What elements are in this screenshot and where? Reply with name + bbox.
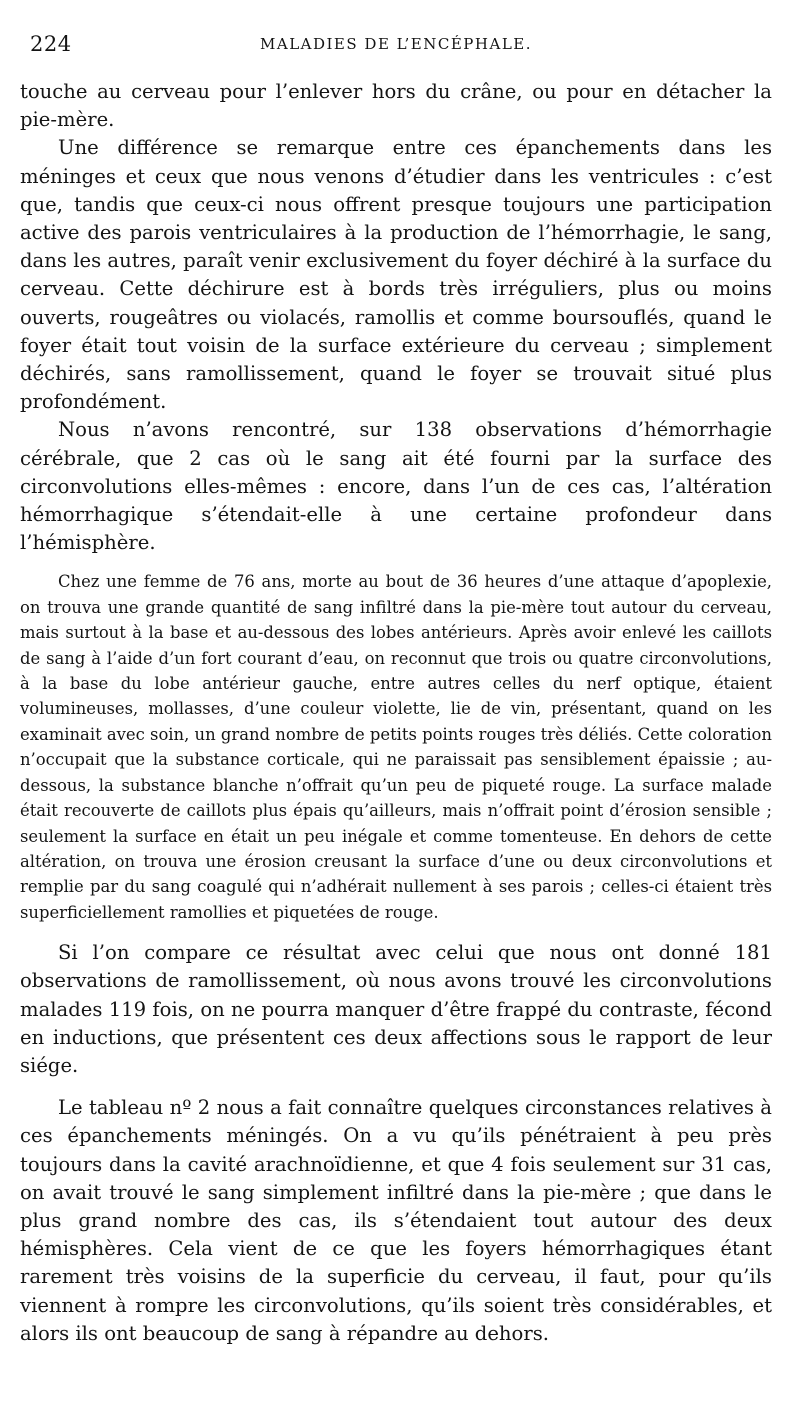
paragraph: Nous n’avons rencontré, sur 138 observations d’hémorrhagie cérébrale, que 2 cas où le sang ait été fourni par la surface des circonvolutions elles-mêmes : encore, dans l’un de ces cas, l’altération hémorrhagique s’étendait-elle à une certaine profondeur dans l’hémisphère. [20, 418, 772, 555]
main-text [20, 78, 772, 1348]
page-number: 224 [30, 32, 72, 56]
paragraph: Une différence se remarque entre ces épanchements dans les méninges et ceux que nous venons d’étudier dans les ventricules : c’est que, tandis que ceux-ci nous offrent presque toujours une participation active des parois ventriculaires à la production de l’hémorrhagie, le sang, dans les autres, paraît venir exclusivement du foyer déchiré à la surface du cerveau. Cette déchirure est à bords très irréguliers, plus ou moins ouverts, rougeâtres ou violacés, ramollis et comme boursouflés, quand le foyer était tout voisin de la surface extérieure du cerveau ; simplement déchirés, sans ramollissement, quand le foyer se trouvait situé plus profondément. [20, 136, 772, 414]
case-observation-note [20, 569, 772, 925]
paragraph: Si l’on compare ce résultat avec celui que nous ont donné 181 observations de ramollissement, où nous avons trouvé les circonvolutions malades 119 fois, on ne pourra manquer d’être frappé du contraste, fécond en inductions, que présentent ces deux affections sous le rapport de leur siége. [20, 941, 772, 1077]
page-header [20, 28, 772, 68]
paragraph-continuation: touche au cerveau pour l’enlever hors du crâne, ou pour en détacher la pie-mère. [20, 80, 772, 132]
book-page [20, 28, 772, 1348]
running-title: MALADIES DE L’ENCÉPHALE. [260, 35, 532, 53]
note-text: Chez une femme de 76 ans, morte au bout de 36 heures d’une attaque d’apoplexie, on trouva une grande quantité de sang infiltré dans la pie-mère tout autour du cerveau, mais surtout à la base et au-dessous des lobes antérieurs. Après avoir enlevé les caillots de sang à l’aide d’un fort courant d’eau, on reconnut que trois ou quatre circonvolutions, à la base du lobe antérieur gauche, entre autres celles du nerf optique, étaient volumineuses, mollasses, d’une couleur violette, lie de vin, présentant, quand on les examinait avec soin, un grand nombre de petits points rouges très déliés. Cette coloration n’occupait que la substance corticale, qui ne paraissait pas sensiblement épaissie ; au-dessous, la substance blanche n’offrait qu’un peu de piqueté rouge. La surface malade était recouverte de caillots plus épais qu’ailleurs, mais n’offrait point d’érosion sensible ; seulement la surface en était un peu inégale et comme tomenteuse. En dehors de cette altération, on trouva une érosion creusant la surface d’une ou deux circonvolutions et remplie par du sang coagulé qui n’adhérait nullement à ses parois ; celles-ci étaient très superficiellement ramollies et piquetées de rouge. [20, 572, 772, 922]
paragraph: Le tableau nº 2 nous a fait connaître quelques circonstances relatives à ces épanchements méningés. On a vu qu’ils pénétraient à peu près toujours dans la cavité arachnoïdienne, et que 4 fois seulement sur 31 cas, on avait trouvé le sang simplement infiltré dans la pie-mère ; que dans le plus grand nombre des cas, ils s’étendaient tout autour des deux hémisphères. Cela vient de ce que les foyers hémorrhagiques étant rarement très voisins de la superficie du cerveau, il faut, pour qu’ils viennent à rompre les circonvolutions, qu’ils soient très considérables, et alors ils ont beaucoup de sang à répandre au dehors. [20, 1096, 772, 1345]
